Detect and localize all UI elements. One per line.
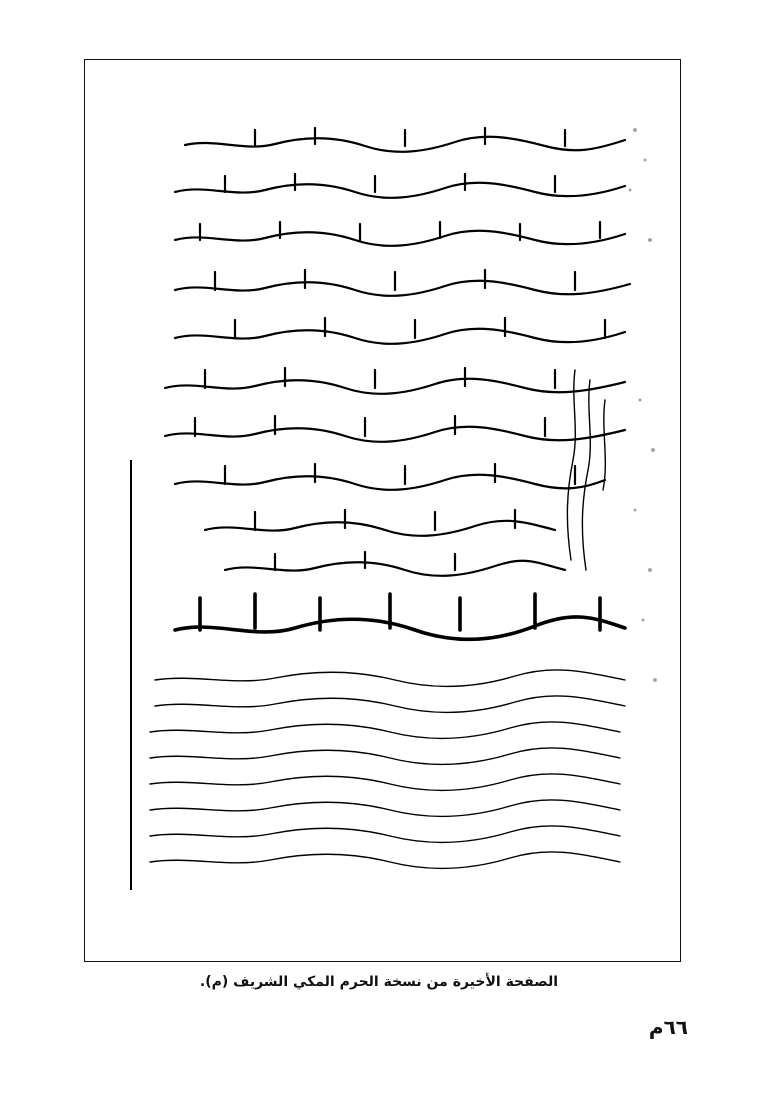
page-number: ٦٦م [648, 1015, 688, 1039]
figure-caption: الصفحة الأخيرة من نسخة الحرم المكي الشريف (م). [199, 974, 559, 990]
manuscript-image [105, 100, 665, 890]
manuscript-frame [84, 59, 681, 962]
